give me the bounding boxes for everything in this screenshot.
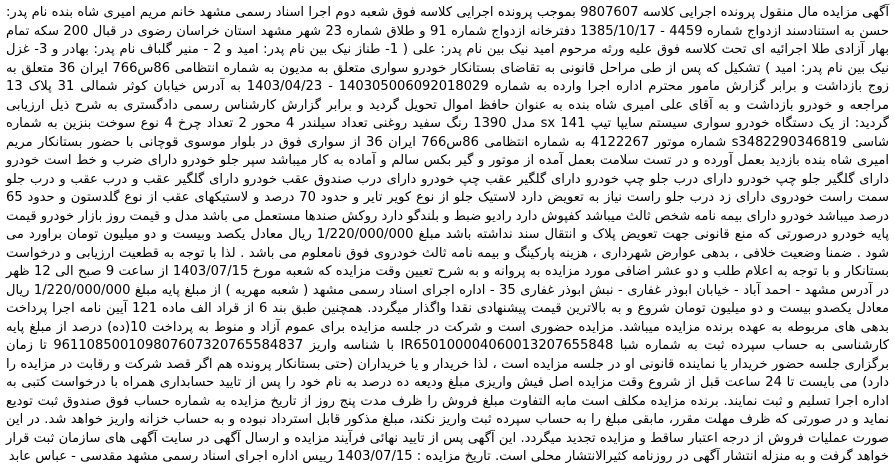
notice-body-text: آگهی مزایده مال منقول پرونده اجرایی کلاسه 9807607 بموجب پرونده اجرایی کلاسه فوق شعبه دوم اجرا اسناد رسمی مشهد خانم مریم امیری شاه بنده نام پدر: حسن به استنادسند ازدواج شماره 4459 - 1385/10/17 دفترخانه ازدواج شماره 91 و طلاق شماره 23 شهر مشهد استان خراسان رضوی در قبال 200 سکه تمام بهار آزادی طلا اجرائیه ای تحت کلاسه فوق علیه ورثه مرحوم امید نیک بین نام پدر: علی ( 1- طناز نیک بین نام پدر: امید و 2 - منیر گلباف نام پدر: بهادر و 3- غزل نیک بین نام پدر: امید ) تشکیل که پس از طی مراحل قانونی به تقاضای بستانکار خودرو سواری متعلق به مدیون به شماره انتظامی 86س766 ایران 36 متعلق به زوج بازداشت و برابر گزارش مامور محترم اداره اجرا وارده به شماره 140305006092018029 - 1403/04/23 به آدرس خیابان کوثر شمالی 31 پلاک 13 مراجعه و خودرو بازداشت و به آقای علی امیری شاه بنده به عنوان حافظ اموال تحویل گردید و برابر گزارش کارشناس رسمی دادگستری به شرح ذیل ارزیابی گردید: از یک دستگاه خودرو سواری سیستم سایپا تیپ sx 141 مدل 1390 رنگ سفید روغنی تعداد سیلندر 4 محور 2 تعداد چرخ 4 نوع سوخت بنزین به شماره شاسی s3482290346819 شماره موتور 4122267 به شماره انتظامی 86س766 ایران 36 از سواری فوق در بلوار موسوی قوچانی با حضور بستانکار مریم امیری شاه بنده بازدید بعمل آورده و در تست سلامت بعمل آمده از موتور و گیر بکس سالم و آماده به کار میباشد سپر جلو خودرو دارای ضرب و خط است خودرو دارای گلگیر جلو چپ خودرو دارای درب جلو چپ خودرو دارای گلگیر عقب چپ خودرو دارای درب صندوق عقب خودرو دارای گلگیر عقب و درب عقب و درب جلو سمت راست خودروی دارای زد درب جلو راست نیاز به تعویض دارد لاستیک جلو از نوع کویر تایر و حدود 70 درصد و لاستیکهای عقب از نوع گلدستون و حدود 65 درصد میباشد خودرو دارای بیمه نامه شخص ثالث میباشد کفپوش دارد رادیو ضبط و بلندگو دارد روکش صندها مستعمل می باشد مدل و قیمت روز بازار خودرو قیمت پایه خودرو درصورتی که منع قانونی جهت تعویض پلاک و انتقال سند نداشته باشد مبلغ 1/220/000/000 ریال معادل یکصد وبیست و دو میلیون تومان براورد می شود . ضمنا وضعیت خلافی ، بدهی عوارض شهرداری ، هزینه پارکینگ و بیمه نامه ثالث خودروی فوق نامعلوم می باشد . لذا با توجه به قطعیت ارزیابی و درخواست بستانکار و با توجه به اعلام طلب و دو عشر اضافی مورد مزایده به پروانه و به شرح تعیین وقت مزایده که شعبه مورخ 1403/07/15 از ساعت 9 صبح الی 12 ظهر در آدرس مشهد - احمد آباد - خیابان ابوذر غفاری - نبش ابوذر غفاری 35 - اداره اجرای اسناد رسمی مشهد ( شعبه مهریه ) از مبلغ پایه مبلغ 1/220/000/000 ریال معادل یکصدو بیست و دو میلیون تومان شروع و به بالاترین قیمت پیشنهادی نقدا واگذار میگردد. همچنین طبق بند 6 از قراد الف ماده 121 آیین نامه اجرا پرداخت بدهی های مربوطه به عهده برنده مزایده میباشد. مزایده حضوری است و شرکت در جلسه مزایده برای عموم آزاد و منوط به پرداخت 10(ده) درصد از مبلغ پایه کارشناسی به حساب سپرده ثبت به شماره شبا IR650100004060013207655848 با شناسه واریز 961108500109807607320765584837 تا زمان برگزاری جلسه حضور خریدار یا نماینده قانونی او در جلسه مزایده است ، لذا خریدار و یا خریداران (حتی بستانکار پرونده هم اگر قصد شرکت و رقابت در مزایده را دارد) می بایست تا 24 ساعت قبل از شروع وقت مزایده اصل فیش واریزی مبلغ ودیعه ده درصد به نام خود را پس از تایید حسابداری همراه با درخواست کتبی به اداره اجرا تسلیم و ثبت نمایند. برنده مزایده مکلف است مابه التفاوت مبلغ فروش را ظرف مدت پنج روز از تاریخ مزایده به شماره حساب فوق صندوق ثبت تودیع نماید و در صورتی که ظرف مهلت مقرر، مابقی مبلغ را به حساب سپرده ثبت واریز نکند، مبلغ مذکور قابل استرداد نبوده و به حساب خزانه واریز خواهد شد. در این صورت عملیات فروش از درجه اعتبار ساقط و مزایده تجدید میگردد. این آگهی پس از تایید نهائی فرآیند مزایده و ارسال آگهی در سایت آگهی های سازمان ثبت قرار خواهد گرفت و به منزله انتشار آگهی در روزنامه کثیرالانتشار محلی است. تاریخ مزایده : 1403/07/15 رییس اداره اجرای اسناد رسمی مشهد مقدسی - عباس عابد [6,5,890,464]
